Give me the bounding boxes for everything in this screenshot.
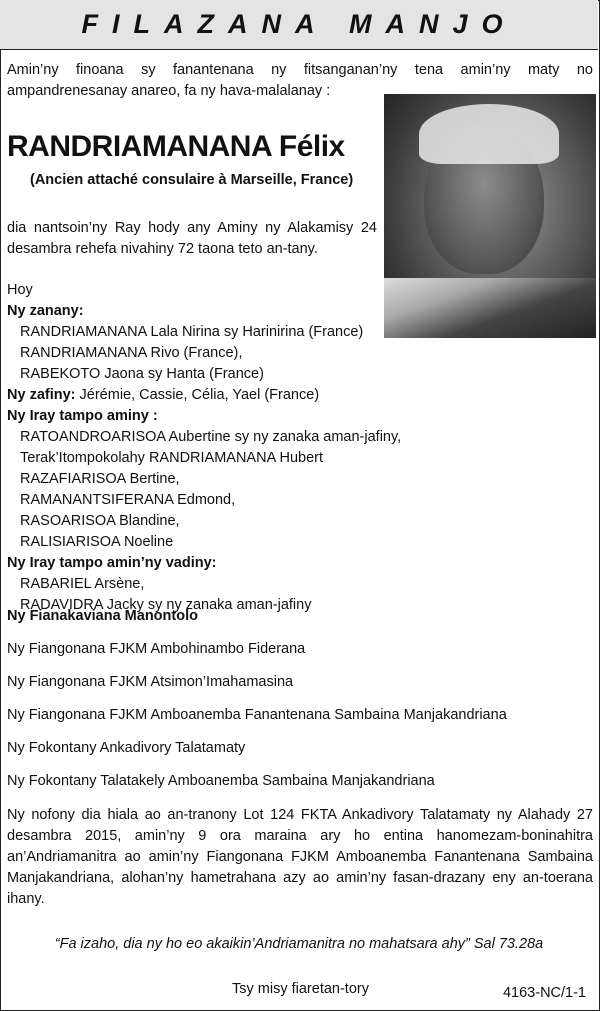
hoy-label: Hoy: [7, 282, 33, 298]
organization-item: Ny Fokontany Ankadivory Talatamaty: [7, 740, 246, 756]
children-label: Ny zanany:: [7, 303, 84, 319]
family-label: Ny Fianakaviana Manontolo: [7, 608, 198, 624]
deceased-name: RANDRIAMANANA Félix: [7, 130, 345, 163]
grandchildren-names: Jérémie, Cassie, Célia, Yael (France): [75, 387, 320, 403]
spouse-siblings-label: Ny Iray tampo amin’ny vadiny:: [7, 555, 217, 571]
intro-text: Amin’ny finoana sy fanantenana ny fitsanganan’ny tena amin’ny maty no ampandrenesanay anareo, fa ny hava-malalanay :: [7, 62, 593, 99]
organization-item: Ny Fokontany Talatakely Amboanemba Sambaina Manjakandriana: [7, 773, 435, 789]
family-list: [7, 280, 593, 616]
deceased-title: (Ancien attaché consulaire à Marseille, France): [30, 172, 354, 188]
footer-note: Tsy misy fiaretan-tory: [232, 981, 369, 997]
funeral-details: Ny nofony dia hiala ao an-tranony Lot 124 FKTA Ankadivory Talatamaty ny Alahady 27 desambra 2015, amin’ny 9 ora maraina ary ho entina hanomezam-boninahitra an’Andriamanitra ao amin’ny Fiangonana FJKM Amboanemba Fanantenana Sambaina Manjakandriana, alohan’ny hametrahana azy ao amin’ny fasan-drazany eny an-toerana ihany.: [7, 807, 593, 907]
reference-code: 4163-NC/1-1: [502, 985, 586, 1001]
list-item: RANDRIAMANANA Rivo (France),: [20, 345, 243, 361]
organization-item: Ny Fiangonana FJKM Ambohinambo Fiderana: [7, 641, 306, 657]
grandchildren-line: [7, 385, 593, 406]
bible-quote: “Fa izaho, dia ny ho eo akaikin’Andriamanitra no mahatsara ahy” Sal 73.28a: [54, 936, 544, 952]
organization-item: Ny Fiangonana FJKM Atsimon’Imahamasina: [7, 674, 294, 690]
siblings-label: Ny Iray tampo aminy :: [7, 408, 158, 424]
list-item: RABARIEL Arsène,: [20, 576, 145, 592]
list-item: RADAVIDRA Jacky sy ny zanaka aman-jafiny: [20, 597, 312, 613]
list-item: RABEKOTO Jaona sy Hanta (France): [20, 366, 264, 382]
notice-header: [0, 0, 598, 50]
list-item: RAMANANTSIFERANA Edmond,: [20, 492, 236, 508]
list-item: RAZAFIARISOA Bertine,: [20, 471, 180, 487]
grandchildren-label: Ny zafiny:: [7, 387, 76, 403]
organization-item: Ny Fiangonana FJKM Amboanemba Fanantenana Sambaina Manjakandriana: [7, 707, 507, 723]
list-item: RALISIARISOA Noeline: [20, 534, 174, 550]
list-item: Terak’Itompokolahy RANDRIAMANANA Hubert: [20, 450, 323, 466]
list-item: RANDRIAMANANA Lala Nirina sy Harinirina (France): [20, 324, 364, 340]
list-item: RASOARISOA Blandine,: [20, 513, 180, 529]
death-notice: dia nantsoin’ny Ray hody any Aminy ny Alakamisy 24 desambra rehefa nivahiny 72 taona teto an-tany.: [7, 220, 377, 257]
notice-title: FILAZANA MANJO: [81, 9, 517, 39]
list-item: RATOANDROARISOA Aubertine sy ny zanaka aman-jafiny,: [20, 429, 402, 445]
